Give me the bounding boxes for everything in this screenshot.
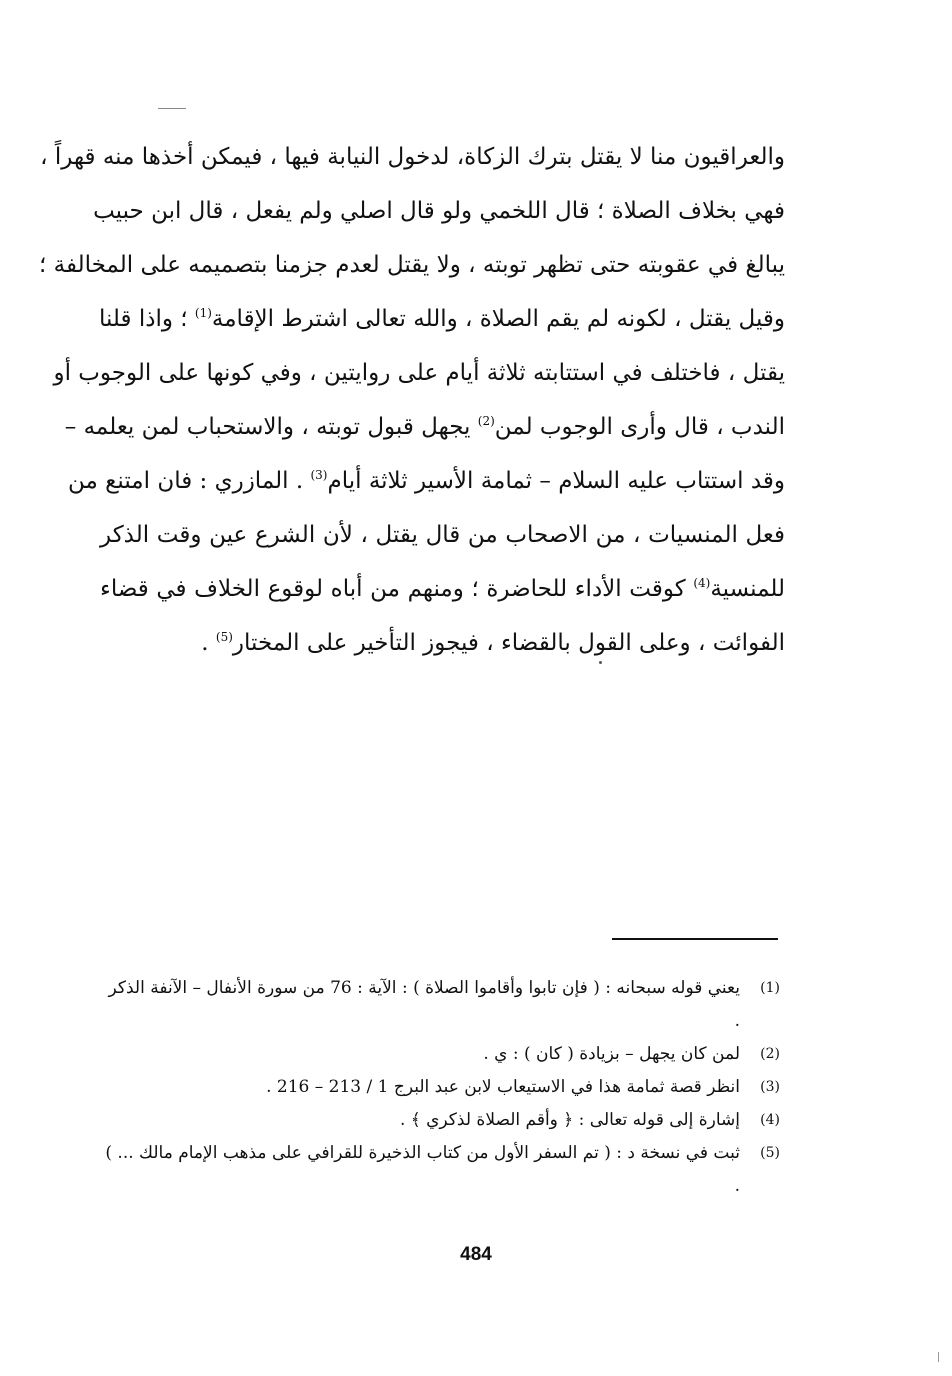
line-text-continued: ؛ واذا قلنا: [98, 306, 195, 332]
footnote-text: يعني قوله سبحانه : ( فإن تابوا وأقاموا الصلاة ) : الآية : 76 من سورة الأنفال – الآنفة الذكر .: [108, 978, 740, 1031]
line-text: وقد استتاب عليه السلام – ثمامة الأسير ثلاثة أيام: [327, 468, 785, 494]
footnote-marker: (1): [194, 306, 212, 320]
footnote-text: لمن كان يجهل – بزيادة ( كان ) : ي .: [483, 1044, 740, 1064]
line-text: وقيل يقتل ، لكونه لم يقم الصلاة ، والله تعالى اشترط الإقامة: [211, 306, 785, 332]
text-line: [38, 238, 785, 292]
line-text: الندب ، قال وأرى الوجوب لمن: [494, 414, 785, 440]
footnote-marker: (2): [477, 414, 495, 428]
top-decorative-dash: [158, 108, 186, 109]
footnote-item: [100, 1038, 780, 1071]
line-text-continued: . المازري : فان امتنع من: [68, 468, 311, 494]
page-number: 484: [460, 1244, 492, 1265]
footnote-number: (3): [760, 1079, 780, 1095]
footnote-text: ثبت في نسخة د : ( تم السفر الأول من كتاب الذخيرة للقرافي على مذهب الإمام مالك ... ) .: [105, 1143, 740, 1196]
footnote-item: [100, 1071, 780, 1104]
text-line: [100, 562, 785, 616]
footnote-item: [100, 1137, 780, 1203]
text-line: [64, 400, 785, 454]
footnote-number: (4): [760, 1112, 780, 1128]
footnote-number: (2): [760, 1046, 780, 1062]
line-text: يقتل ، فاختلف في استتابته ثلاثة أيام على روايتين ، وفي كونها على الوجوب أو: [53, 360, 785, 386]
footnote-marker: (4): [693, 576, 711, 590]
line-text-continued: .: [201, 630, 216, 656]
line-text: فعل المنسيات ، من الاصحاب من قال يقتل ، لأن الشرع عين وقت الذكر: [100, 522, 785, 548]
footnote-text: إشارة إلى قوله تعالى : ﴿ وأقم الصلاة لذكري ﴾ .: [399, 1110, 740, 1130]
text-line: [68, 454, 785, 508]
line-text: للمنسية: [710, 576, 785, 602]
line-text: الفوائت ، وعلى القول بالقضاء ، فيجوز التأخير على المختار: [232, 630, 785, 656]
text-line: [40, 130, 785, 184]
text-line: [93, 184, 785, 238]
main-text-block: [38, 130, 785, 670]
line-text: يبالغ في عقوبته حتى تظهر توبته ، ولا يقتل لعدم جزمنا بتصميمه على المخالفة ؛: [38, 252, 785, 278]
line-text-continued: كوقت الأداء للحاضرة ؛ ومنهم من أباه لوقوع الخلاف في قضاء: [100, 576, 694, 602]
footnote-text: انظر قصة ثمامة هذا في الاستيعاب لابن عبد البرج 1 / 213 – 216 .: [266, 1077, 740, 1097]
footnote-item: [100, 972, 780, 1038]
text-line: [100, 508, 785, 562]
footnote-marker: (3): [310, 468, 328, 482]
text-line: [53, 346, 785, 400]
footnote-item: [100, 1104, 780, 1137]
footnote-number: (5): [760, 1145, 780, 1161]
line-text: والعراقيون منا لا يقتل بترك الزكاة، لدخول النيابة فيها ، فيمكن أخذها منه قهراً ،: [40, 144, 785, 170]
line-text: فهي بخلاف الصلاة ؛ قال اللخمي ولو قال اصلي ولم يفعل ، قال ابن حبيب: [93, 198, 785, 224]
footnote-number: (1): [760, 980, 780, 996]
footnotes-block: [100, 972, 780, 1203]
line-text-continued: يجهل قبول توبته ، والاستحباب لمن يعلمه –: [64, 414, 478, 440]
footnote-separator: [612, 938, 778, 940]
stray-dot: [599, 661, 602, 664]
footnote-marker: (5): [215, 630, 233, 644]
text-line: [100, 292, 785, 346]
text-line: [100, 616, 785, 670]
margin-tick: [938, 1352, 939, 1362]
